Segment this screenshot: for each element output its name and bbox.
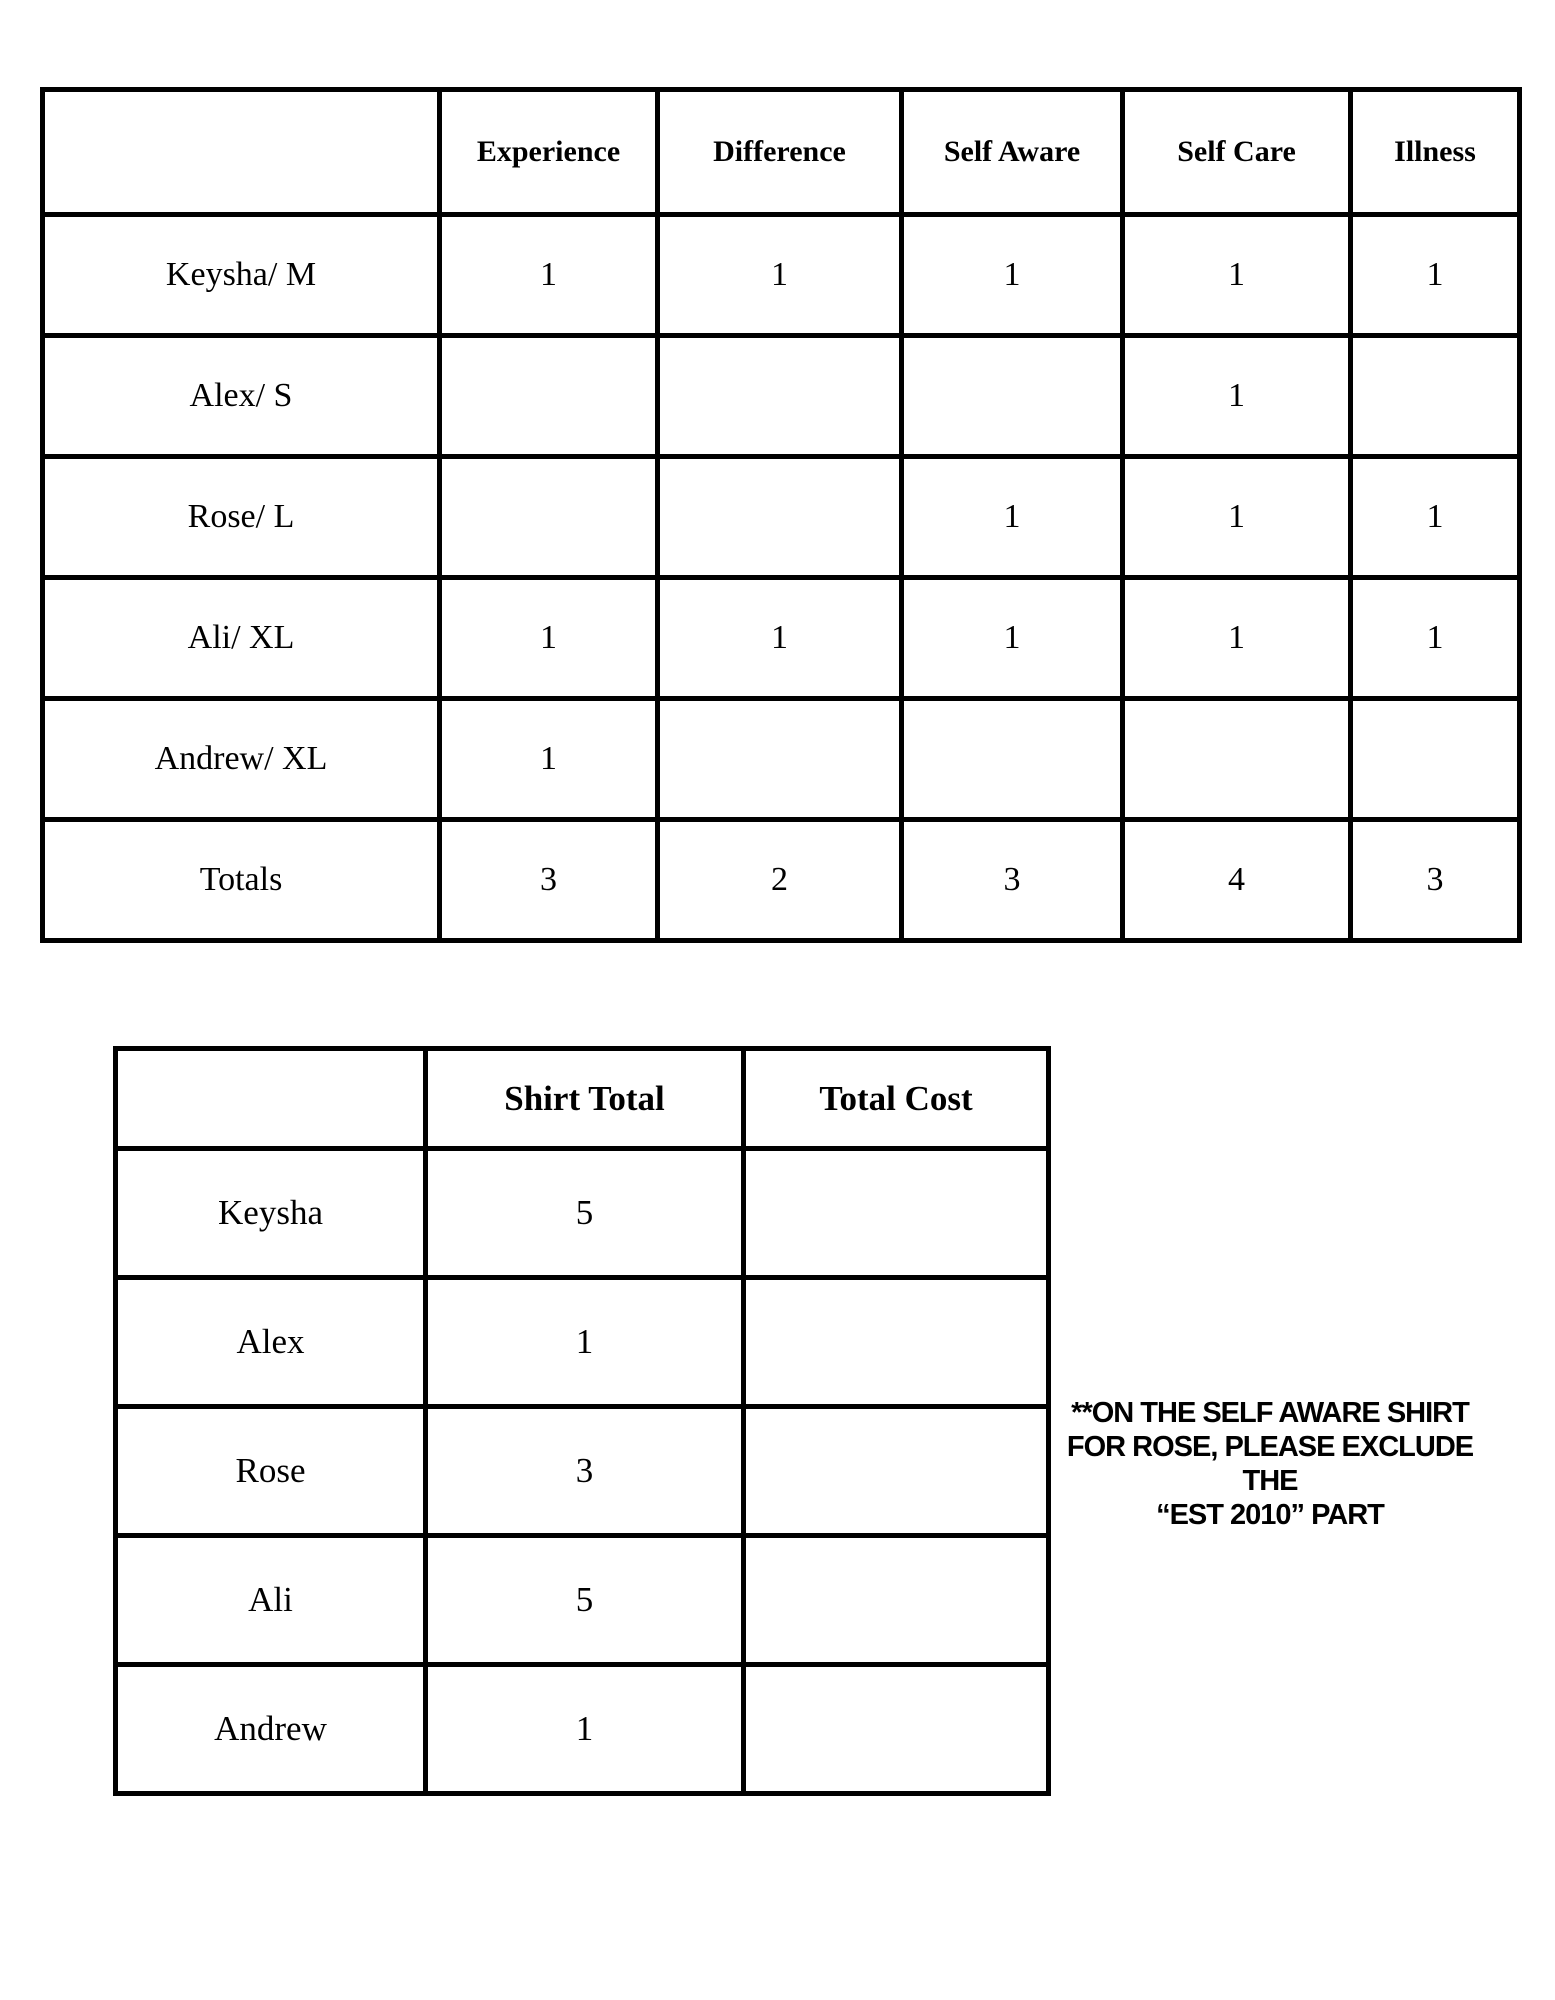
matrix-cell: 1 bbox=[1123, 215, 1351, 336]
matrix-cell bbox=[1351, 699, 1520, 820]
total-cost-cell bbox=[744, 1536, 1049, 1665]
matrix-row-alex bbox=[43, 336, 1520, 457]
row-label: Keysha/ M bbox=[43, 215, 440, 336]
self-aware-shirt-note bbox=[1040, 1396, 1500, 1532]
row-label: Keysha bbox=[116, 1149, 426, 1278]
shirt-total-cell: 3 bbox=[426, 1407, 744, 1536]
total-cost-cell bbox=[744, 1149, 1049, 1278]
matrix-cell: 1 bbox=[658, 215, 902, 336]
matrix-row-rose bbox=[43, 457, 1520, 578]
matrix-header-difference: Difference bbox=[658, 90, 902, 215]
matrix-row-andrew bbox=[43, 699, 1520, 820]
note-line: **ON THE SELF AWARE SHIRT bbox=[1071, 1397, 1469, 1429]
shirt-total-cell: 5 bbox=[426, 1149, 744, 1278]
note-line: “EST 2010” PART bbox=[1156, 1499, 1384, 1531]
matrix-cell bbox=[440, 457, 658, 578]
shirt-total-cell: 5 bbox=[426, 1536, 744, 1665]
matrix-header-row bbox=[43, 90, 1520, 215]
total-cost-cell bbox=[744, 1407, 1049, 1536]
row-label: Totals bbox=[43, 820, 440, 941]
matrix-row-totals bbox=[43, 820, 1520, 941]
matrix-header-self-care: Self Care bbox=[1123, 90, 1351, 215]
matrix-total-cell: 3 bbox=[1351, 820, 1520, 941]
totals-row-rose bbox=[116, 1407, 1049, 1536]
matrix-cell: 1 bbox=[1123, 336, 1351, 457]
matrix-cell: 1 bbox=[658, 578, 902, 699]
matrix-cell bbox=[658, 699, 902, 820]
matrix-cell bbox=[658, 457, 902, 578]
row-label: Ali/ XL bbox=[43, 578, 440, 699]
row-label: Andrew/ XL bbox=[43, 699, 440, 820]
matrix-row-ali bbox=[43, 578, 1520, 699]
totals-row-ali bbox=[116, 1536, 1049, 1665]
matrix-cell: 1 bbox=[1123, 578, 1351, 699]
matrix-header-self-aware: Self Aware bbox=[902, 90, 1123, 215]
matrix-cell: 1 bbox=[902, 578, 1123, 699]
shirt-matrix-table bbox=[40, 87, 1522, 943]
matrix-total-cell: 3 bbox=[902, 820, 1123, 941]
totals-header-shirt-total: Shirt Total bbox=[426, 1049, 744, 1149]
shirt-total-cell: 1 bbox=[426, 1278, 744, 1407]
matrix-cell: 1 bbox=[1351, 578, 1520, 699]
matrix-header-illness: Illness bbox=[1351, 90, 1520, 215]
matrix-cell: 1 bbox=[440, 578, 658, 699]
matrix-total-cell: 2 bbox=[658, 820, 902, 941]
row-label: Rose/ L bbox=[43, 457, 440, 578]
matrix-cell: 1 bbox=[440, 699, 658, 820]
note-line: FOR ROSE, PLEASE EXCLUDE THE bbox=[1066, 1431, 1474, 1497]
matrix-cell: 1 bbox=[1123, 457, 1351, 578]
matrix-cell bbox=[440, 336, 658, 457]
matrix-corner-cell bbox=[43, 90, 440, 215]
total-cost-cell bbox=[744, 1278, 1049, 1407]
row-label: Andrew bbox=[116, 1665, 426, 1794]
matrix-header-experience: Experience bbox=[440, 90, 658, 215]
matrix-cell bbox=[1351, 336, 1520, 457]
shirt-total-cell: 1 bbox=[426, 1665, 744, 1794]
matrix-cell bbox=[902, 699, 1123, 820]
matrix-cell bbox=[902, 336, 1123, 457]
total-cost-cell bbox=[744, 1665, 1049, 1794]
totals-row-andrew bbox=[116, 1665, 1049, 1794]
matrix-total-cell: 3 bbox=[440, 820, 658, 941]
matrix-cell: 1 bbox=[1351, 457, 1520, 578]
totals-row-alex bbox=[116, 1278, 1049, 1407]
totals-header-total-cost: Total Cost bbox=[744, 1049, 1049, 1149]
matrix-cell bbox=[1123, 699, 1351, 820]
matrix-cell: 1 bbox=[440, 215, 658, 336]
matrix-row-keysha bbox=[43, 215, 1520, 336]
totals-header-row bbox=[116, 1049, 1049, 1149]
shirt-totals-table bbox=[113, 1046, 1051, 1796]
row-label: Rose bbox=[116, 1407, 426, 1536]
matrix-cell bbox=[658, 336, 902, 457]
matrix-total-cell: 4 bbox=[1123, 820, 1351, 941]
totals-row-keysha bbox=[116, 1149, 1049, 1278]
totals-corner-cell bbox=[116, 1049, 426, 1149]
matrix-cell: 1 bbox=[902, 215, 1123, 336]
row-label: Alex/ S bbox=[43, 336, 440, 457]
row-label: Ali bbox=[116, 1536, 426, 1665]
matrix-cell: 1 bbox=[902, 457, 1123, 578]
matrix-cell: 1 bbox=[1351, 215, 1520, 336]
row-label: Alex bbox=[116, 1278, 426, 1407]
